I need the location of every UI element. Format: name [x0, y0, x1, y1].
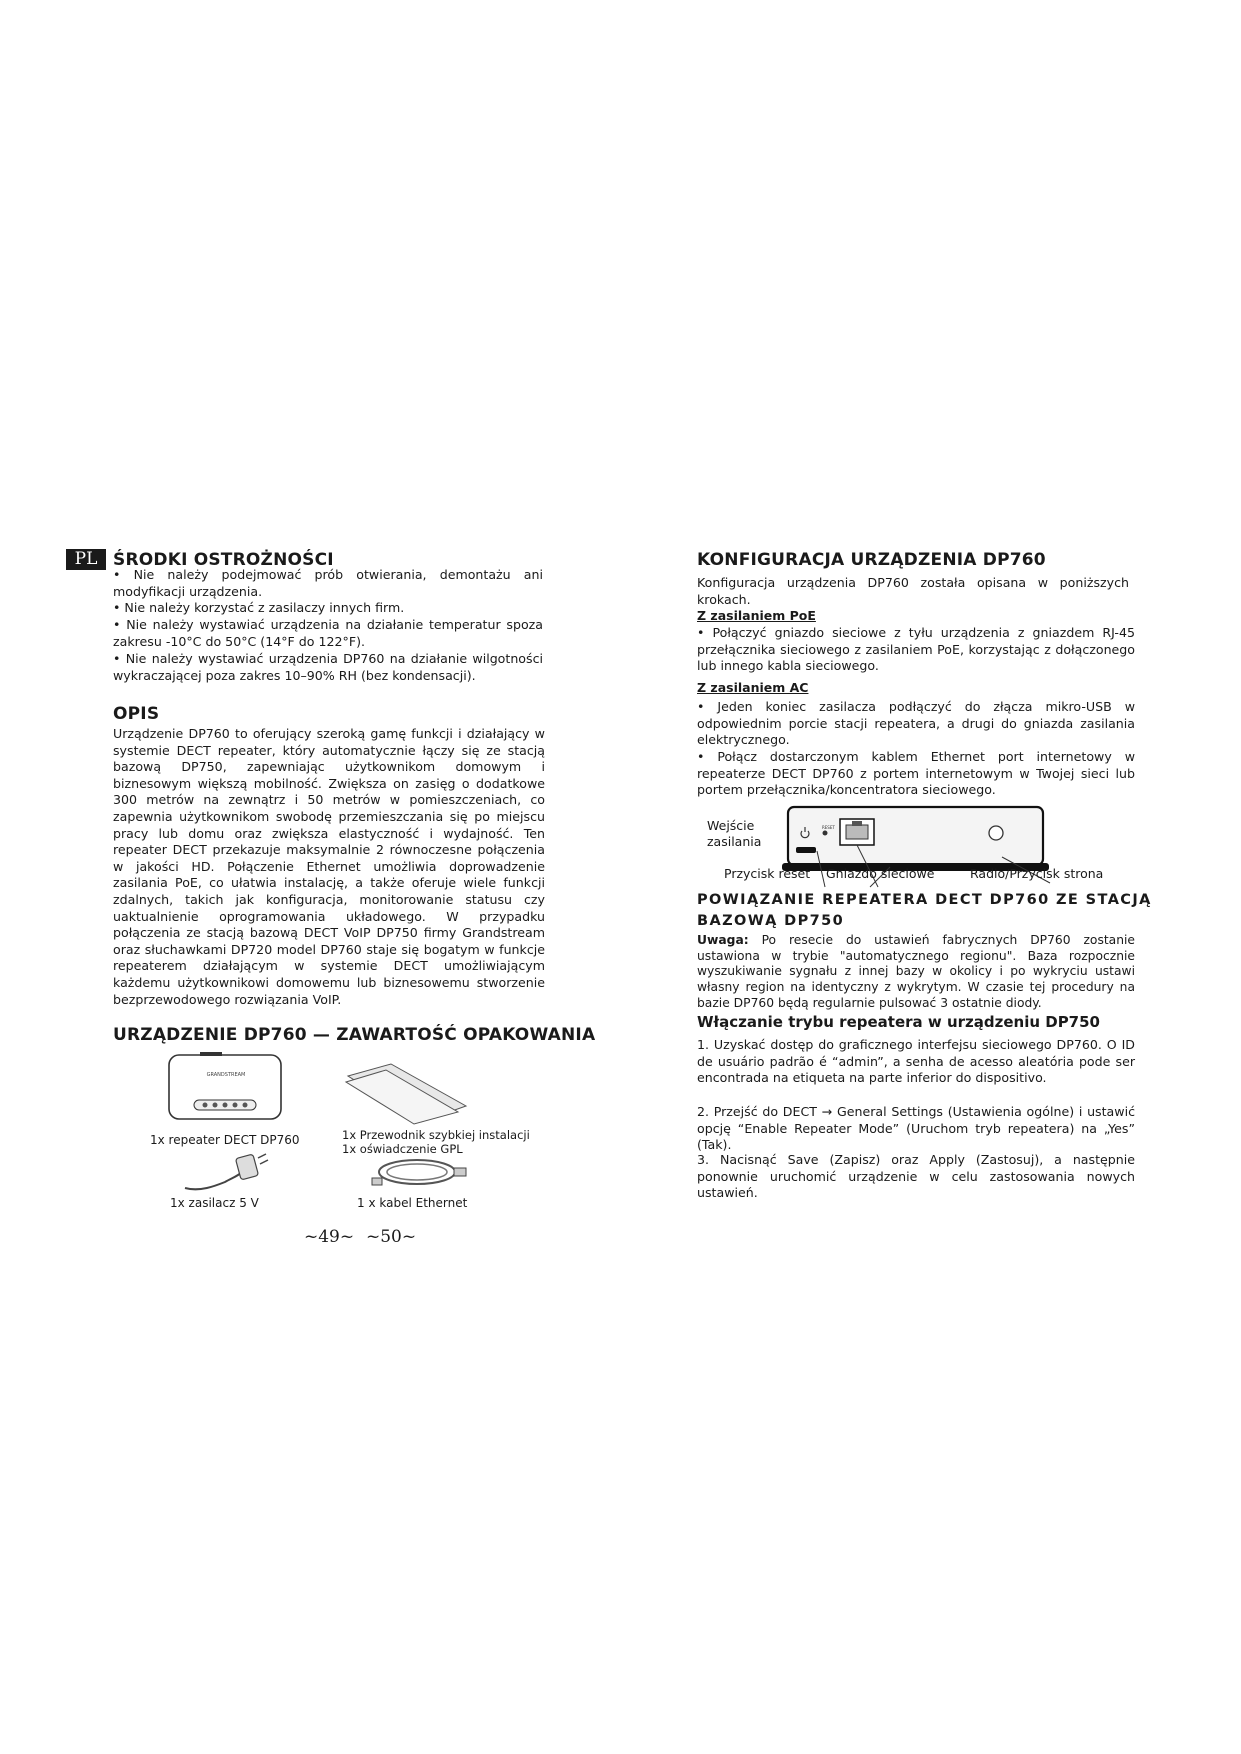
precaution-item-1: • Nie należy podejmować prób otwierania, demontażu ani modyfikacji urządzenia. — [113, 567, 543, 599]
reset-tiny-label: RESET — [822, 825, 835, 830]
language-badge: PL — [66, 549, 106, 570]
ethernet-cable-icon — [372, 1150, 472, 1195]
repeater-step-2: 2. Przejść do DECT → General Settings (Ustawienia ogólne) i ustawić opcję “Enable Repeater Mode” (Uruchom tryb repeatera) na „Yes” (Tak). — [697, 1104, 1135, 1153]
poe-heading: Z zasilaniem PoE — [697, 608, 816, 623]
repeater-mode-title: Włączanie trybu repeatera w urządzeniu DP750 — [697, 1013, 1100, 1031]
label-power-input-2: zasilania — [707, 834, 762, 849]
description-text: Urządzenie DP760 to oferujący szeroką gamę funkcji i działający w systemie DECT repeater, który automatycznie łączy się ze stacją bazową DP750, zapewniając użytkownikom domowym i biznesowym większą mobilność. Zwiększa on zasięg o dodatkowe 300 metrów na zewnątrz i 50 metrów w pomieszczeniach, co zapewnia użytkownikom swobodę przemieszczania się po miejscu pracy lub domu oraz zwiększa elastyczność i wydajność. Ten repeater DECT przekazuje maksymalnie 2 równoczesne połączenia w jakości HD. Połączenie Ethernet umożliwia doprowadzenie zasilania PoE, co ułatwia instalację, a także oferuje wiele funkcji zdalnych, takich jak konfiguracja, monitorowanie statusu czy uaktualnienie oprogramowania układowego. W przypadku połączenia ze stacją bazową DECT VoIP DP750 firmy Grandstream oraz słuchawkami DP720 model DP760 staje się bogatym w funkcje repeaterem działającym w systemie DECT umożliwiającym każdemu użytkownikowi domowemu lub biznesowemu stworzenie bezprzewodowego rozwiązania VoIP. — [113, 726, 545, 1007]
device-brand-label: GRANDSTREAM — [206, 1072, 246, 1078]
label-power-input-1: Wejście — [707, 818, 755, 833]
precautions-title: ŚRODKI OSTROŻNOŚCI — [113, 550, 334, 570]
description-title: OPIS — [113, 704, 160, 724]
package-item-guide: 1x Przewodnik szybkiej instalacji — [342, 1128, 530, 1142]
ac-heading: Z zasilaniem AC — [697, 680, 809, 695]
note-text: Po resecie do ustawień fabrycznych DP760 zostanie ustawiona w trybie "automatycznego regionu". Baza rozpocznie wyszukiwanie sygnału z innej bazy w okolicy i po wykryciu ustawi własny region na identyczny z wykrytym. W czasie tej procedury na bazie DP760 będą regularnie pulsować 3 ostatnie diody. — [697, 933, 1135, 1010]
repeater-step-1: 1. Uzyskać dostęp do graficznego interfejsu sieciowego DP760. O ID de usuário padrão é “admin”, a senha de acesso aleatória pode ser encontrada na etiqueta na parte inferior do dispositivo. — [697, 1037, 1135, 1086]
pairing-title-1: POWIĄZANIE REPEATERA DECT DP760 ZE STACJĄ — [697, 892, 1152, 908]
power-adapter-icon — [180, 1150, 270, 1195]
package-title: URZĄDZENIE DP760 — ZAWARTOŚĆ OPAKOWANIA — [113, 1025, 596, 1045]
package-item-gpl: 1x oświadczenie GPL — [342, 1142, 463, 1156]
poe-text: • Połączyć gniazdo sieciowe z tyłu urządzenia z gniazdem RJ-45 przełącznika sieciowego z zasilaniem PoE, korzystając z dołączonego lub innego kabla sieciowego. — [697, 625, 1135, 674]
documents-icon — [346, 1064, 471, 1124]
note-label: Uwaga: — [697, 933, 749, 947]
precaution-item-2: • Nie należy korzystać z zasilaczy innych firm. — [113, 600, 405, 615]
package-item-cable: 1 x kabel Ethernet — [357, 1196, 468, 1210]
package-item-power: 1x zasilacz 5 V — [170, 1196, 259, 1210]
configuration-intro: Konfiguracja urządzenia DP760 została opisana w poniższych krokach. — [697, 575, 1129, 607]
ac-text-1: • Jeden koniec zasilacza podłączyć do złącza mikro-USB w odpowiednim porcie stacji repeatera, a drugi do gniazda zasilania elektrycznego. — [697, 699, 1135, 748]
page-number-left: ~49~ — [304, 1227, 355, 1247]
precaution-item-4: • Nie należy wystawiać urządzenia DP760 na działanie wilgotności wykraczającej poza zakres 10–90% RH (bez kondensacji). — [113, 651, 543, 683]
label-reset-button: Przycisk reset — [724, 866, 811, 881]
pairing-title-2: BAZOWĄ DP750 — [697, 913, 845, 929]
ac-text-2: • Połącz dostarczonym kablem Ethernet port internetowy w repeaterze DECT DP760 z portem internetowym w Twojej sieci lub portem przełącznika/koncentratora sieciowego. — [697, 749, 1135, 798]
repeater-step-3: 3. Nacisnąć Save (Zapisz) oraz Apply (Zastosuj), a następnie ponownie uruchomić urządzenie w celu zastosowania nowych ustawień. — [697, 1152, 1135, 1201]
label-radio-button: Radio/Przycisk strona — [970, 866, 1104, 881]
configuration-title: KONFIGURACJA URZĄDZENIA DP760 — [697, 550, 1046, 570]
page-number-right: ~50~ — [366, 1227, 417, 1247]
pairing-note — [697, 933, 1135, 1012]
precaution-item-3: • Nie należy wystawiać urządzenia na działanie temperatur spoza zakresu -10°C do 50°C (14°F do 122°F). — [113, 617, 543, 649]
repeater-device-illustration — [166, 1050, 286, 1125]
label-network-port: Gniazdo sieciowe — [826, 866, 935, 881]
package-item-repeater: 1x repeater DECT DP760 — [150, 1133, 300, 1147]
